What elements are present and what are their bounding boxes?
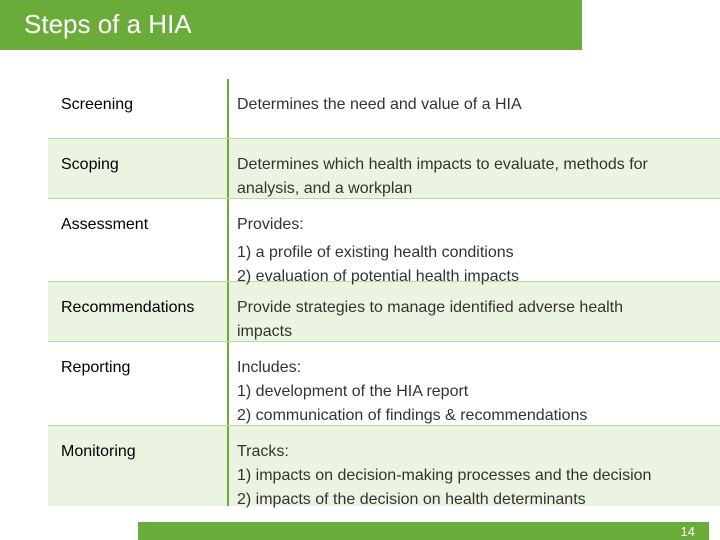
- step-row-reporting: [48, 342, 720, 426]
- step-description-line: Provide strategies to manage identified adverse health: [237, 299, 624, 316]
- step-description-line: analysis, and a workplan: [237, 180, 413, 197]
- step-description-line: 2) impacts of the decision on health determinants: [237, 491, 586, 508]
- step-description: [229, 426, 720, 506]
- step-row-scoping: [48, 139, 720, 199]
- step-name: Monitoring: [48, 426, 229, 506]
- step-name: Assessment: [48, 199, 229, 281]
- step-description-line: Determines the need and value of a HIA: [237, 96, 522, 113]
- step-description-line: Includes:: [237, 359, 302, 376]
- step-name: Scoping: [48, 139, 229, 198]
- step-row-screening: [48, 79, 720, 139]
- page-number: 14: [680, 524, 695, 539]
- slide-title: Steps of a HIA: [24, 9, 192, 39]
- step-description-line: 1) impacts on decision-making processes and the decision: [237, 467, 652, 484]
- step-description: [229, 282, 720, 341]
- steps-table: [48, 79, 720, 506]
- step-description-line: 2) communication of findings & recommendations: [237, 407, 588, 424]
- step-row-monitoring: [48, 426, 720, 506]
- step-description: [229, 199, 720, 285]
- step-description-line: impacts: [237, 323, 293, 340]
- step-description-line: 1) a profile of existing health conditions: [237, 244, 514, 261]
- title-bar: [0, 0, 582, 50]
- step-row-recommendations: [48, 282, 720, 342]
- step-description-line: Tracks:: [237, 443, 289, 460]
- step-description-line: 2) evaluation of potential health impacts: [237, 268, 519, 285]
- step-description-line: Provides:: [237, 216, 304, 233]
- step-description-line: 1) development of the HIA report: [237, 383, 469, 400]
- step-description-line: Determines which health impacts to evaluate, methods for: [237, 156, 648, 173]
- step-name: Recommendations: [48, 282, 229, 341]
- step-name: Reporting: [48, 342, 229, 425]
- step-description: [229, 342, 720, 425]
- step-description: [229, 79, 720, 138]
- step-row-assessment: [48, 199, 720, 285]
- footer-bar: [138, 522, 709, 540]
- step-name: Screening: [48, 79, 229, 138]
- step-description: [229, 139, 720, 198]
